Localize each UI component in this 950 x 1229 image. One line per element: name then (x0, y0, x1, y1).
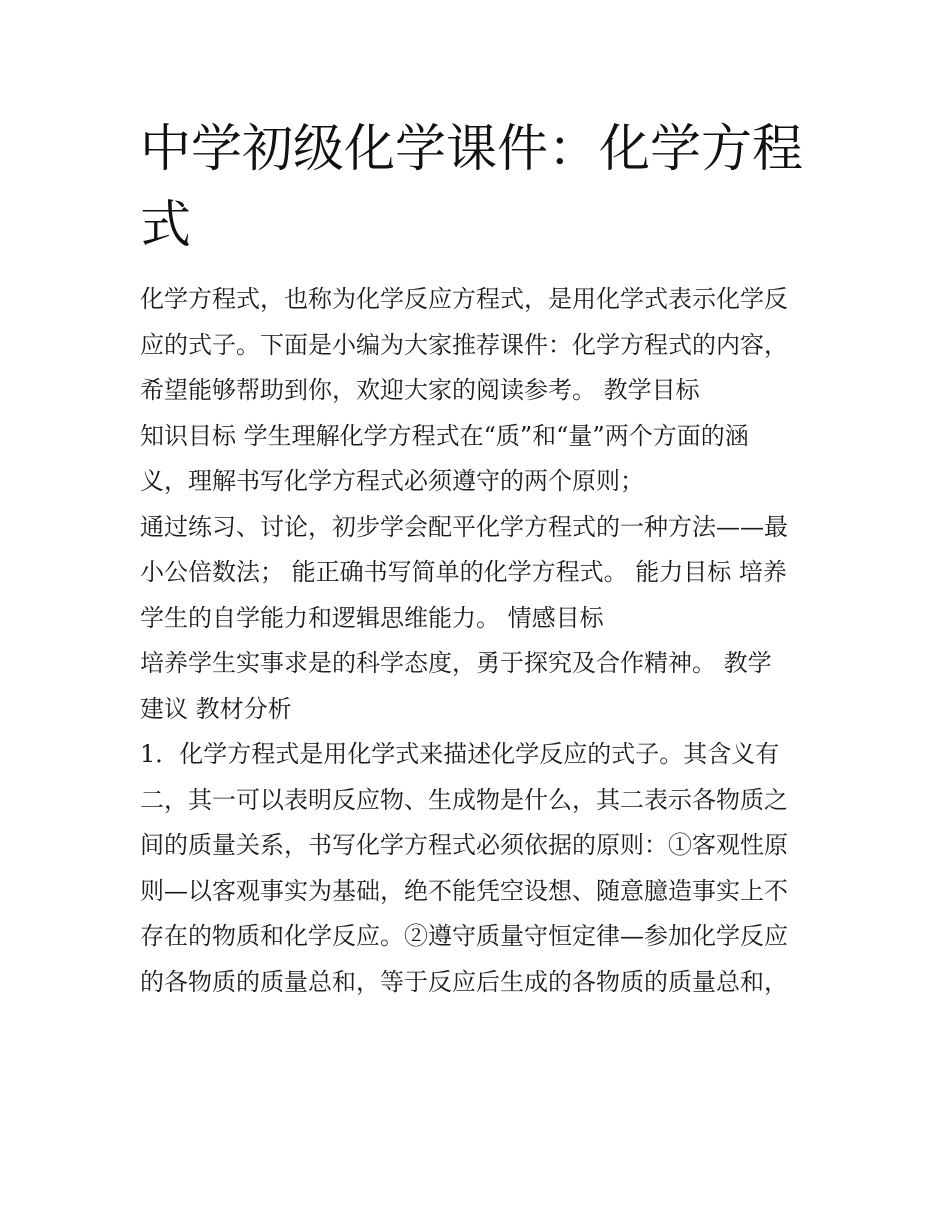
paragraph-line: 知识目标 学生理解化学方程式在“质”和“量”两个方面的涵 (140, 421, 749, 450)
title-line: 式 (140, 196, 192, 255)
paragraph-line: 1．化学方程式是用化学式来描述化学反应的式子。其含义有 (140, 740, 780, 768)
paragraph-line: 希望能够帮助到你，欢迎大家的阅读参考。 教学目标 (140, 376, 700, 404)
paragraph-line: 建议 教材分析 (140, 694, 292, 723)
document-body (140, 277, 820, 1005)
paragraph-line: 培养学生实事求是的科学态度，勇于探究及合作精神。 教学 (140, 649, 772, 677)
paragraph-line: 小公倍数法； 能正确书写简单的化学方程式。 能力目标 培养 (140, 558, 787, 586)
paragraph-line: 间的质量关系，书写化学方程式必须依据的原则：①客观性原 (140, 831, 788, 859)
paragraph-line: 二，其一可以表明反应物、生成物是什么，其二表示各物质之 (140, 785, 788, 814)
paragraph-line: 则—以客观事实为基础，绝不能凭空设想、随意臆造事实上不 (140, 876, 788, 905)
title-line: 中学初级化学课件：化学方程 (140, 120, 804, 179)
paragraph-line: 化学方程式，也称为化学反应方程式，是用化学式表示化学反 (140, 285, 788, 313)
document-title (140, 112, 820, 264)
paragraph-line: 应的式子。下面是小编为大家推荐课件：化学方程式的内容， (140, 330, 788, 359)
paragraph-line: 通过练习、讨论，初步学会配平化学方程式的一种方法——最 (140, 512, 788, 541)
paragraph-line: 义，理解书写化学方程式必须遵守的两个原则； (140, 467, 644, 495)
paragraph-line: 的各物质的质量总和，等于反应后生成的各物质的质量总和， (140, 967, 788, 996)
paragraph-line: 存在的物质和化学反应。②遵守质量守恒定律—参加化学反应 (140, 922, 788, 950)
paragraph-line: 学生的自学能力和逻辑思维能力。 情感目标 (140, 603, 604, 632)
